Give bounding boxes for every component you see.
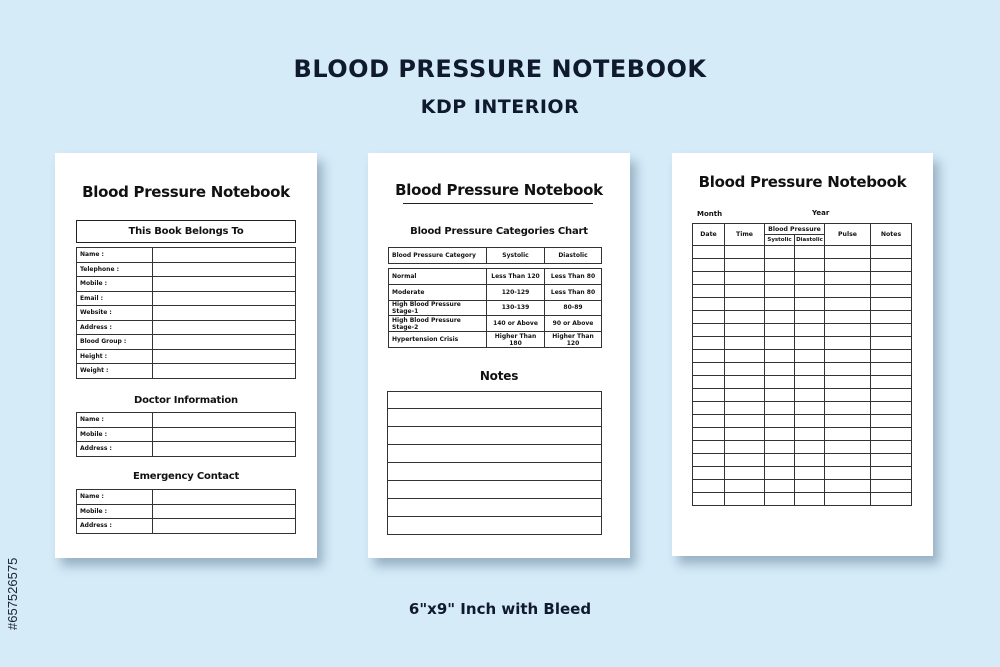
log-cell[interactable]: [871, 363, 912, 376]
table-row: [389, 269, 602, 285]
form-row: [77, 277, 296, 292]
table-row: [389, 332, 602, 348]
form-row: [77, 335, 296, 350]
log-cell[interactable]: [725, 337, 765, 350]
log-cell[interactable]: [871, 285, 912, 298]
table-row: [693, 337, 912, 350]
notes-line[interactable]: [387, 409, 602, 427]
form-row: [77, 519, 296, 534]
col-systolic: Systolic: [487, 248, 545, 264]
log-cell[interactable]: [765, 389, 795, 402]
log-cell[interactable]: [725, 467, 765, 480]
page-title: BLOOD PRESSURE NOTEBOOK: [293, 55, 707, 83]
log-cell[interactable]: [825, 246, 871, 259]
form-row: [77, 349, 296, 364]
log-cell[interactable]: [795, 285, 825, 298]
log-cell[interactable]: [725, 480, 765, 493]
field-label: Blood Group :: [77, 335, 153, 350]
log-cell[interactable]: [725, 454, 765, 467]
form-row: [77, 490, 296, 505]
notes-heading: Notes: [479, 369, 519, 383]
log-cell[interactable]: [795, 467, 825, 480]
table-row: [693, 259, 912, 272]
log-cell[interactable]: [795, 337, 825, 350]
log-cell[interactable]: [725, 402, 765, 415]
field-value[interactable]: [153, 364, 296, 379]
log-cell[interactable]: [795, 350, 825, 363]
log-cell[interactable]: [871, 441, 912, 454]
log-cell[interactable]: [871, 402, 912, 415]
log-cell[interactable]: [795, 298, 825, 311]
log-cell[interactable]: [795, 259, 825, 272]
log-cell[interactable]: [795, 428, 825, 441]
col-pulse: Pulse: [825, 224, 871, 246]
log-cell[interactable]: [693, 493, 725, 506]
table-row: [693, 350, 912, 363]
form-row: [77, 442, 296, 457]
log-cell[interactable]: [725, 285, 765, 298]
log-cell[interactable]: [693, 454, 725, 467]
log-cell[interactable]: [725, 324, 765, 337]
field-value[interactable]: [153, 248, 296, 263]
table-cell: Higher Than 180: [487, 332, 545, 348]
form-row: [77, 413, 296, 428]
col-category: Blood Pressure Category: [389, 248, 487, 264]
log-cell[interactable]: [693, 311, 725, 324]
log-cell[interactable]: [693, 428, 725, 441]
log-cell[interactable]: [725, 246, 765, 259]
table-cell: 140 or Above: [487, 316, 545, 332]
col-diastolic: Diastolic: [795, 235, 825, 246]
field-value[interactable]: [153, 262, 296, 277]
log-cell[interactable]: [725, 363, 765, 376]
table-cell: High Blood Pressure Stage-1: [389, 300, 487, 316]
field-label: Telephone :: [77, 262, 153, 277]
log-cell[interactable]: [725, 350, 765, 363]
year-label: Year: [812, 209, 830, 217]
categories-table: [388, 268, 602, 348]
personal-info-table: [76, 247, 296, 379]
log-cell[interactable]: [795, 415, 825, 428]
page2-title: Blood Pressure Notebook: [395, 181, 603, 199]
notes-line[interactable]: [387, 463, 602, 481]
log-cell[interactable]: [871, 259, 912, 272]
log-cell[interactable]: [871, 493, 912, 506]
log-cell[interactable]: [725, 259, 765, 272]
log-cell[interactable]: [871, 467, 912, 480]
table-row: [693, 285, 912, 298]
field-label: Name :: [77, 413, 153, 428]
table-cell: Less Than 80: [545, 284, 602, 300]
form-row: [77, 291, 296, 306]
table-cell: Higher Than 120: [545, 332, 602, 348]
log-cell[interactable]: [693, 402, 725, 415]
field-value[interactable]: [153, 413, 296, 428]
table-row: [693, 415, 912, 428]
bp-log-table: [692, 223, 912, 506]
log-cell[interactable]: [765, 415, 795, 428]
log-cell[interactable]: [871, 350, 912, 363]
field-label: Weight :: [77, 364, 153, 379]
form-row: [77, 306, 296, 321]
log-cell[interactable]: [825, 415, 871, 428]
table-row: [693, 389, 912, 402]
log-cell[interactable]: [693, 324, 725, 337]
log-cell[interactable]: [765, 428, 795, 441]
log-cell[interactable]: [725, 415, 765, 428]
field-label: Mobile :: [77, 277, 153, 292]
title-underline: [403, 203, 593, 204]
field-label: Mobile :: [77, 504, 153, 519]
table-row: [389, 284, 602, 300]
table-row: [693, 493, 912, 506]
log-cell[interactable]: [765, 467, 795, 480]
form-row: [77, 320, 296, 335]
log-cell[interactable]: [725, 428, 765, 441]
log-cell[interactable]: [693, 467, 725, 480]
log-cell[interactable]: [765, 311, 795, 324]
field-label: Address :: [77, 519, 153, 534]
log-cell[interactable]: [725, 441, 765, 454]
log-cell[interactable]: [693, 376, 725, 389]
log-cell[interactable]: [871, 246, 912, 259]
chart-heading: Blood Pressure Categories Chart: [410, 226, 588, 237]
log-cell[interactable]: [825, 311, 871, 324]
table-row: [693, 324, 912, 337]
log-cell[interactable]: [725, 272, 765, 285]
doctor-info-table: [76, 412, 296, 457]
table-row: [693, 441, 912, 454]
notes-line[interactable]: [387, 391, 602, 409]
table-row: [693, 298, 912, 311]
log-cell[interactable]: [765, 337, 795, 350]
table-row: [693, 363, 912, 376]
log-cell[interactable]: [825, 259, 871, 272]
log-cell[interactable]: [871, 389, 912, 402]
log-cell[interactable]: [825, 493, 871, 506]
log-cell[interactable]: [871, 415, 912, 428]
table-row: [693, 246, 912, 259]
log-cell[interactable]: [765, 324, 795, 337]
belongs-to-heading: This Book Belongs To: [128, 226, 244, 237]
table-row: [693, 376, 912, 389]
log-cell[interactable]: [795, 246, 825, 259]
log-cell[interactable]: [725, 311, 765, 324]
field-label: Address :: [77, 320, 153, 335]
notebook-page-log: [672, 153, 933, 556]
table-cell: Less Than 80: [545, 269, 602, 285]
field-label: Name :: [77, 248, 153, 263]
log-cell[interactable]: [765, 480, 795, 493]
log-cell[interactable]: [825, 337, 871, 350]
log-cell[interactable]: [765, 363, 795, 376]
field-label: Email :: [77, 291, 153, 306]
log-cell[interactable]: [693, 259, 725, 272]
field-value[interactable]: [153, 442, 296, 457]
log-cell[interactable]: [765, 285, 795, 298]
field-value[interactable]: [153, 349, 296, 364]
log-cell[interactable]: [871, 272, 912, 285]
table-row: [693, 480, 912, 493]
field-value[interactable]: [153, 291, 296, 306]
field-value[interactable]: [153, 335, 296, 350]
notes-line[interactable]: [387, 499, 602, 517]
log-cell[interactable]: [693, 350, 725, 363]
log-cell[interactable]: [825, 363, 871, 376]
belongs-to-box: [76, 220, 296, 243]
table-cell: 90 or Above: [545, 316, 602, 332]
log-cell[interactable]: [795, 363, 825, 376]
table-row: [389, 316, 602, 332]
log-cell[interactable]: [795, 454, 825, 467]
field-label: Height :: [77, 349, 153, 364]
emergency-contact-table: [76, 489, 296, 534]
notebook-page-categories: [368, 153, 630, 558]
field-value[interactable]: [153, 277, 296, 292]
doctor-heading: Doctor Information: [134, 395, 238, 406]
log-cell[interactable]: [795, 376, 825, 389]
page1-title: Blood Pressure Notebook: [82, 183, 290, 201]
field-value[interactable]: [153, 519, 296, 534]
notes-lines: [387, 391, 602, 535]
col-time: Time: [725, 224, 765, 246]
log-cell[interactable]: [825, 428, 871, 441]
log-cell[interactable]: [795, 480, 825, 493]
log-cell[interactable]: [871, 298, 912, 311]
log-cell[interactable]: [693, 389, 725, 402]
log-cell[interactable]: [765, 259, 795, 272]
log-cell[interactable]: [795, 441, 825, 454]
log-cell[interactable]: [765, 272, 795, 285]
log-cell[interactable]: [693, 337, 725, 350]
log-cell[interactable]: [825, 324, 871, 337]
col-notes: Notes: [871, 224, 912, 246]
col-diastolic: Diastolic: [545, 248, 602, 264]
log-cell[interactable]: [765, 350, 795, 363]
table-row: [693, 402, 912, 415]
log-cell[interactable]: [795, 324, 825, 337]
log-cell[interactable]: [825, 376, 871, 389]
log-cell[interactable]: [795, 493, 825, 506]
field-label: Website :: [77, 306, 153, 321]
log-cell[interactable]: [871, 454, 912, 467]
notes-line[interactable]: [387, 427, 602, 445]
page-subtitle: KDP INTERIOR: [420, 96, 580, 118]
field-value[interactable]: [153, 504, 296, 519]
log-cell[interactable]: [765, 454, 795, 467]
table-cell: 130-139: [487, 300, 545, 316]
log-cell[interactable]: [693, 480, 725, 493]
form-row: [77, 262, 296, 277]
log-cell[interactable]: [765, 246, 795, 259]
col-systolic: Systolic: [765, 235, 795, 246]
log-cell[interactable]: [871, 337, 912, 350]
emergency-heading: Emergency Contact: [132, 471, 240, 482]
table-cell: High Blood Pressure Stage-2: [389, 316, 487, 332]
log-cell[interactable]: [795, 311, 825, 324]
log-cell[interactable]: [825, 454, 871, 467]
log-cell[interactable]: [871, 376, 912, 389]
notes-line[interactable]: [387, 481, 602, 499]
table-row: [693, 454, 912, 467]
log-cell[interactable]: [725, 493, 765, 506]
field-value[interactable]: [153, 320, 296, 335]
table-row: [693, 311, 912, 324]
log-cell[interactable]: [765, 298, 795, 311]
log-cell[interactable]: [693, 298, 725, 311]
log-cell[interactable]: [871, 428, 912, 441]
field-value[interactable]: [153, 490, 296, 505]
log-cell[interactable]: [871, 311, 912, 324]
log-cell[interactable]: [825, 272, 871, 285]
log-cell[interactable]: [725, 298, 765, 311]
log-cell[interactable]: [871, 324, 912, 337]
field-label: Address :: [77, 442, 153, 457]
log-cell[interactable]: [825, 389, 871, 402]
log-cell[interactable]: [795, 402, 825, 415]
log-cell[interactable]: [765, 441, 795, 454]
log-cell[interactable]: [693, 246, 725, 259]
log-cell[interactable]: [825, 350, 871, 363]
form-row: [77, 248, 296, 263]
form-row: [77, 427, 296, 442]
col-blood-pressure: Blood Pressure: [765, 224, 825, 235]
log-cell[interactable]: [693, 272, 725, 285]
log-cell[interactable]: [725, 376, 765, 389]
table-cell: Less Than 120: [487, 269, 545, 285]
field-value[interactable]: [153, 427, 296, 442]
log-cell[interactable]: [765, 402, 795, 415]
log-cell[interactable]: [765, 493, 795, 506]
notes-line[interactable]: [387, 445, 602, 463]
col-date: Date: [693, 224, 725, 246]
log-cell[interactable]: [825, 285, 871, 298]
log-cell[interactable]: [693, 415, 725, 428]
form-row: [77, 504, 296, 519]
table-row: [693, 428, 912, 441]
log-cell[interactable]: [871, 480, 912, 493]
table-cell: Hypertension Crisis: [389, 332, 487, 348]
log-cell[interactable]: [725, 389, 765, 402]
field-value[interactable]: [153, 306, 296, 321]
notebook-page-personal-info: [55, 153, 317, 558]
log-cell[interactable]: [795, 389, 825, 402]
log-cell[interactable]: [693, 285, 725, 298]
month-label: Month: [697, 210, 723, 218]
log-cell[interactable]: [825, 467, 871, 480]
table-cell: Normal: [389, 269, 487, 285]
notes-line[interactable]: [387, 517, 602, 535]
log-cell[interactable]: [825, 298, 871, 311]
size-note: 6"x9" Inch with Bleed: [408, 600, 592, 618]
table-row: [693, 272, 912, 285]
log-cell[interactable]: [825, 402, 871, 415]
log-cell[interactable]: [693, 441, 725, 454]
table-cell: 120-129: [487, 284, 545, 300]
stock-id: #657526575: [5, 557, 20, 630]
log-cell[interactable]: [825, 441, 871, 454]
categories-header-table: [388, 247, 602, 264]
log-cell[interactable]: [825, 480, 871, 493]
table-row: [389, 300, 602, 316]
field-label: Name :: [77, 490, 153, 505]
page3-title: Blood Pressure Notebook: [698, 173, 907, 191]
table-cell: 80-89: [545, 300, 602, 316]
log-cell[interactable]: [693, 363, 725, 376]
table-row: [693, 467, 912, 480]
log-cell[interactable]: [795, 272, 825, 285]
log-cell[interactable]: [765, 376, 795, 389]
table-cell: Moderate: [389, 284, 487, 300]
form-row: [77, 364, 296, 379]
field-label: Mobile :: [77, 427, 153, 442]
